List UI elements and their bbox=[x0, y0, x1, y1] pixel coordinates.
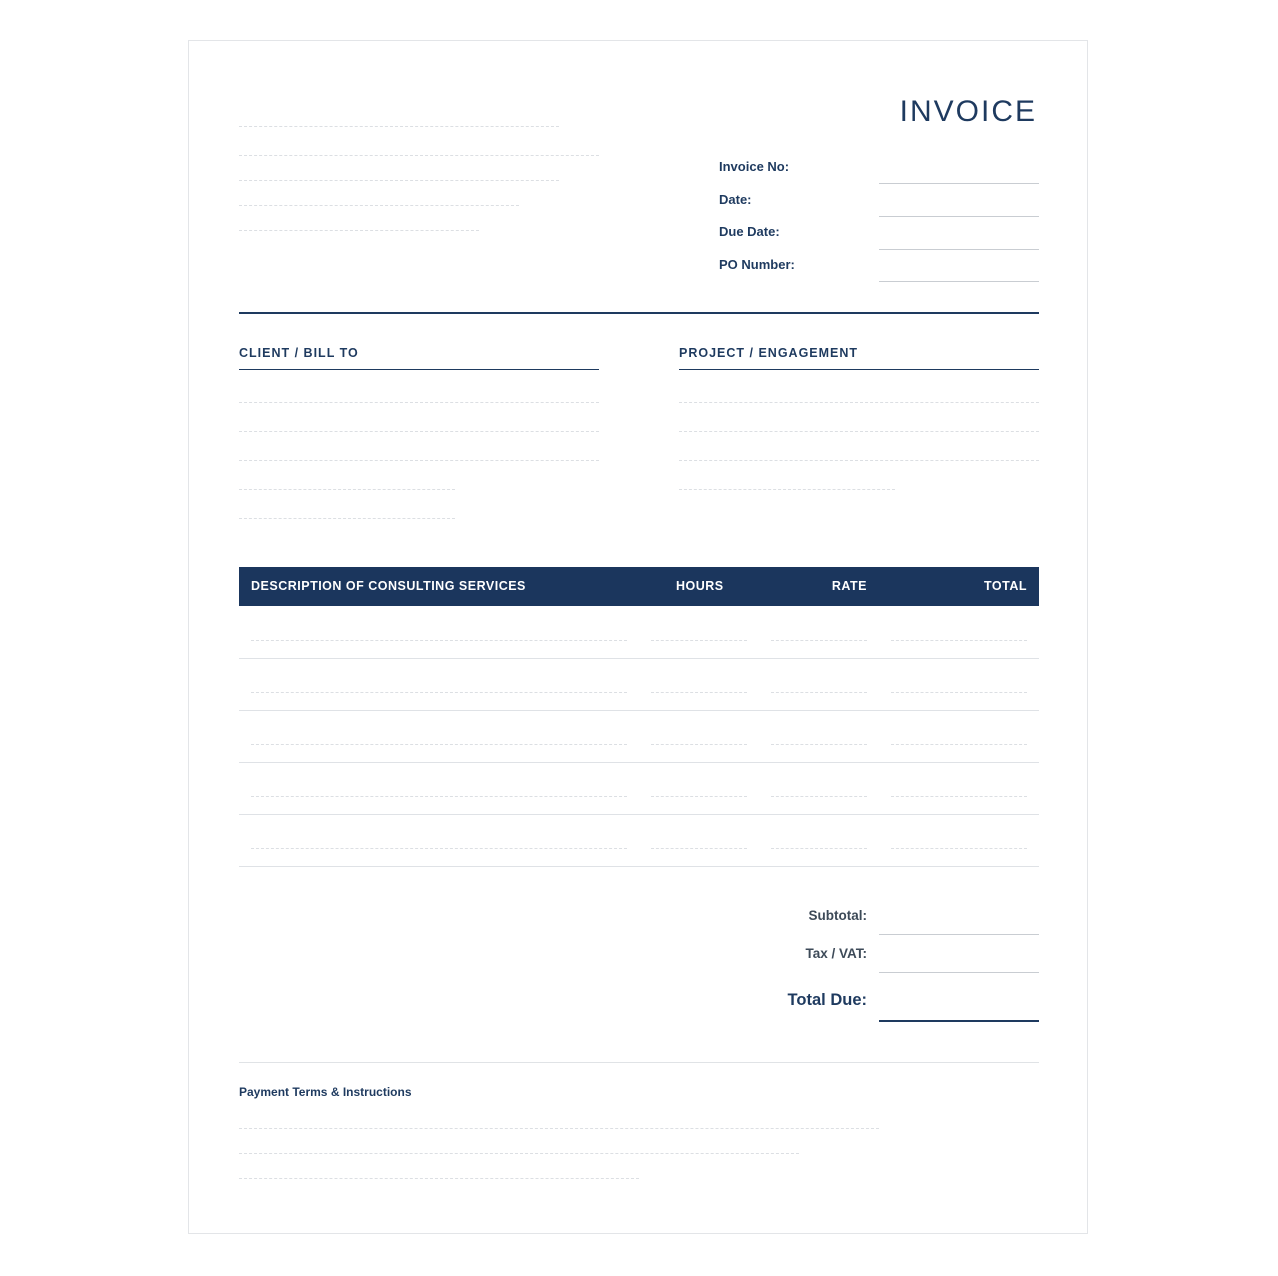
total-cell[interactable] bbox=[891, 796, 1027, 797]
project-line[interactable] bbox=[679, 460, 1039, 461]
table-row bbox=[239, 710, 1039, 763]
project-section-rule bbox=[679, 369, 1039, 370]
description-cell[interactable] bbox=[251, 692, 627, 693]
po-number-label: PO Number: bbox=[719, 257, 795, 272]
total-cell[interactable] bbox=[891, 692, 1027, 693]
subtotal-label: Subtotal: bbox=[808, 908, 867, 923]
hours-cell[interactable] bbox=[651, 692, 747, 693]
project-section-title: PROJECT / ENGAGEMENT bbox=[679, 346, 859, 360]
po-number-field[interactable] bbox=[879, 281, 1039, 282]
description-cell[interactable] bbox=[251, 796, 627, 797]
table-row bbox=[239, 606, 1039, 659]
date-field[interactable] bbox=[879, 216, 1039, 217]
hours-cell[interactable] bbox=[651, 744, 747, 745]
company-line bbox=[239, 155, 599, 156]
description-cell[interactable] bbox=[251, 848, 627, 849]
table-row bbox=[239, 658, 1039, 711]
invoice-no-field[interactable] bbox=[879, 183, 1039, 184]
client-line[interactable] bbox=[239, 489, 455, 490]
hours-cell[interactable] bbox=[651, 796, 747, 797]
rate-cell[interactable] bbox=[771, 640, 867, 641]
client-line[interactable] bbox=[239, 431, 599, 432]
terms-line[interactable] bbox=[239, 1178, 639, 1179]
rate-header: RATE bbox=[831, 579, 867, 593]
total-header: TOTAL bbox=[983, 579, 1027, 593]
due-date-field[interactable] bbox=[879, 249, 1039, 250]
company-line bbox=[239, 180, 559, 181]
project-line[interactable] bbox=[679, 489, 895, 490]
payment-terms-title: Payment Terms & Instructions bbox=[239, 1085, 412, 1099]
project-line[interactable] bbox=[679, 431, 1039, 432]
company-line bbox=[239, 230, 479, 231]
total-cell[interactable] bbox=[891, 640, 1027, 641]
total-due-field[interactable] bbox=[879, 1020, 1039, 1022]
subtotal-field[interactable] bbox=[879, 934, 1039, 935]
rate-cell[interactable] bbox=[771, 796, 867, 797]
table-row bbox=[239, 762, 1039, 815]
client-section-rule bbox=[239, 369, 599, 370]
rate-cell[interactable] bbox=[771, 692, 867, 693]
client-line[interactable] bbox=[239, 402, 599, 403]
invoice-title: INVOICE bbox=[899, 95, 1037, 128]
client-line[interactable] bbox=[239, 518, 455, 519]
hours-header: HOURS bbox=[676, 579, 724, 593]
hours-cell[interactable] bbox=[651, 848, 747, 849]
invoice-no-label: Invoice No: bbox=[719, 159, 790, 174]
description-header: DESCRIPTION OF CONSULTING SERVICES bbox=[251, 579, 526, 593]
invoice-sheet bbox=[188, 40, 1088, 1234]
date-label: Date: bbox=[719, 192, 752, 207]
description-cell[interactable] bbox=[251, 744, 627, 745]
company-line bbox=[239, 205, 519, 206]
terms-line[interactable] bbox=[239, 1153, 799, 1154]
rate-cell[interactable] bbox=[771, 848, 867, 849]
terms-divider bbox=[239, 1062, 1039, 1063]
total-cell[interactable] bbox=[891, 848, 1027, 849]
tax-label: Tax / VAT: bbox=[805, 946, 867, 961]
company-line bbox=[239, 126, 559, 127]
hours-cell[interactable] bbox=[651, 640, 747, 641]
client-section-title: CLIENT / BILL TO bbox=[239, 346, 359, 360]
due-date-label: Due Date: bbox=[719, 224, 780, 239]
project-line[interactable] bbox=[679, 402, 1039, 403]
total-due-label: Total Due: bbox=[787, 991, 867, 1009]
terms-line[interactable] bbox=[239, 1128, 879, 1129]
total-cell[interactable] bbox=[891, 744, 1027, 745]
header-divider bbox=[239, 312, 1039, 314]
description-cell[interactable] bbox=[251, 640, 627, 641]
services-table-header bbox=[239, 567, 1039, 606]
rate-cell[interactable] bbox=[771, 744, 867, 745]
tax-field[interactable] bbox=[879, 972, 1039, 973]
client-line[interactable] bbox=[239, 460, 599, 461]
table-row bbox=[239, 814, 1039, 867]
